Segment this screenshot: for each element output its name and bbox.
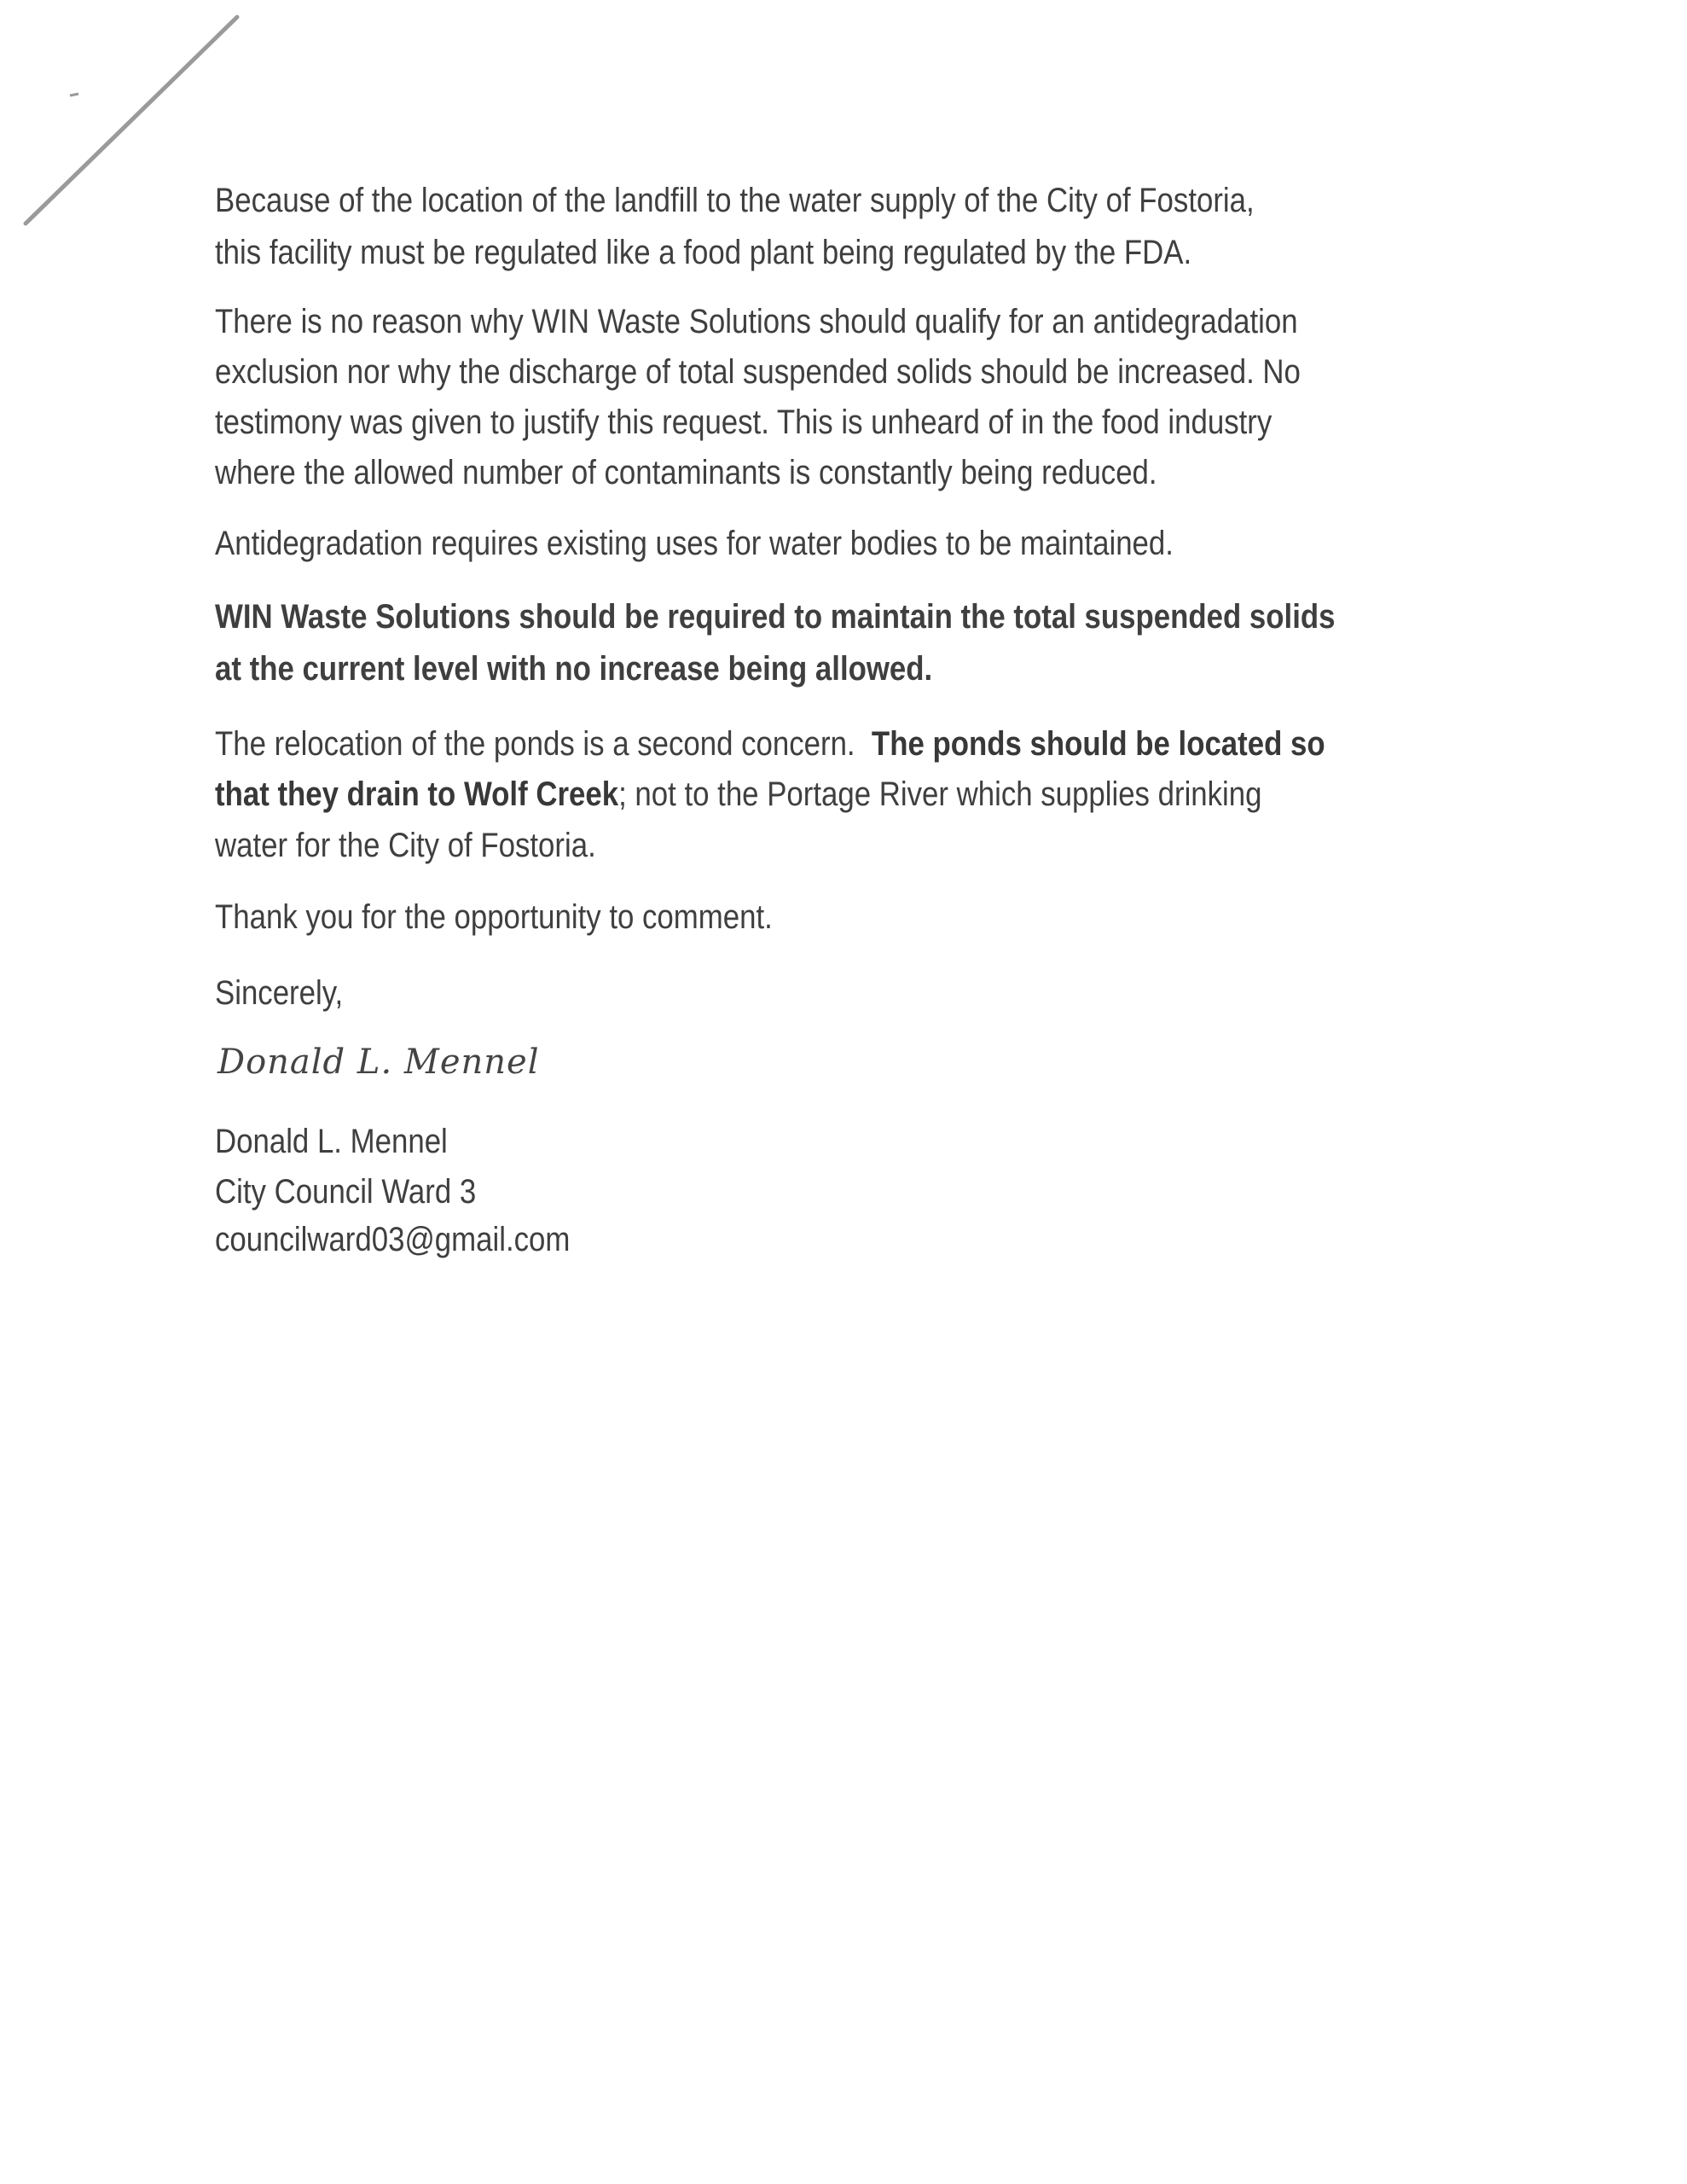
paragraph-5-line-2: [215, 774, 1262, 815]
paragraph-4-line-2: at the current level with no increase being allowed.: [215, 650, 933, 688]
signer-name: Donald L. Mennel: [215, 1123, 448, 1160]
closing: Sincerely,: [215, 974, 344, 1012]
paragraph-4-line-1: WIN Waste Solutions should be required to maintain the total suspended solids: [215, 598, 1336, 636]
signer-email: councilward03@gmail.com: [215, 1221, 571, 1258]
paragraph-1-line-2: this facility must be regulated like a food plant being regulated by the FDA.: [215, 234, 1192, 271]
paragraph-3: Antidegradation requires existing uses for water bodies to be maintained.: [215, 525, 1174, 562]
paragraph-2-line-1: There is no reason why WIN Waste Solutions should qualify for an antidegradation: [215, 303, 1298, 340]
p5-bold-text-2: that they drain to Wolf Creek: [215, 775, 619, 813]
paragraph-6: Thank you for the opportunity to comment.: [215, 898, 773, 936]
paragraph-5-line-3: water for the City of Fostoria.: [215, 827, 596, 864]
p5-normal-text: The relocation of the ponds is a second concern.: [215, 725, 872, 763]
p5-normal-text-2: ; not to the Portage River which supplies drinking: [618, 775, 1262, 813]
paragraph-1-line-1: Because of the location of the landfill to the water supply of the City of Fostoria,: [215, 182, 1255, 219]
paragraph-2-line-4: where the allowed number of contaminants is constantly being reduced.: [215, 454, 1157, 491]
paragraph-5-line-1: [215, 723, 1325, 764]
signer-title: City Council Ward 3: [215, 1173, 477, 1211]
handwritten-signature: Donald L. Mennel: [217, 1043, 540, 1082]
paragraph-2-line-2: exclusion nor why the discharge of total suspended solids should be increased. No: [215, 353, 1301, 391]
paragraph-2-line-3: testimony was given to justify this request. This is unheard of in the food industry: [215, 404, 1272, 441]
p5-bold-text: The ponds should be located so: [871, 725, 1325, 763]
